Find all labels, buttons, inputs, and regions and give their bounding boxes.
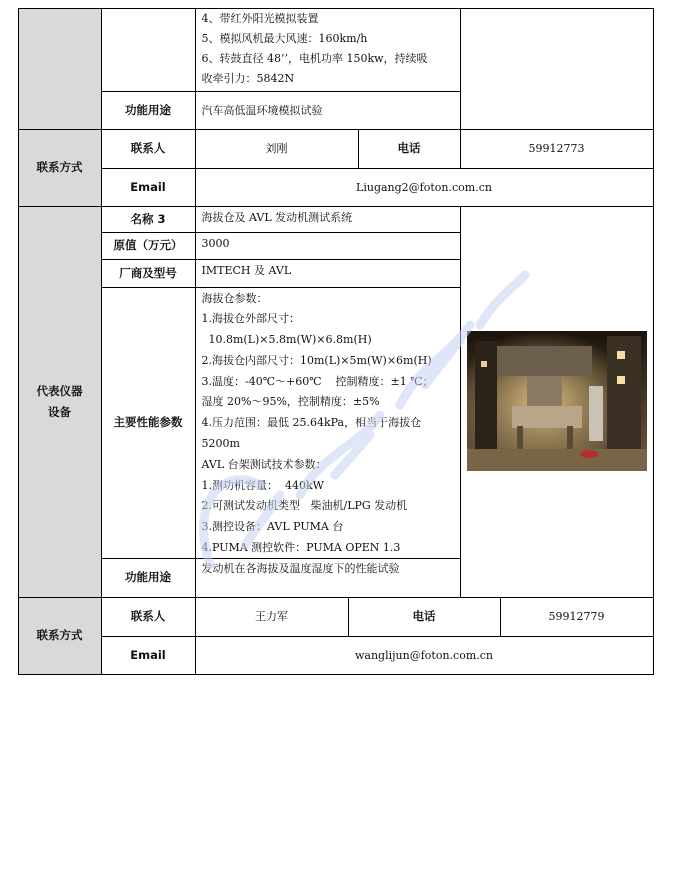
contact-section-label: 联系方式 — [18, 597, 102, 675]
perf-line: 1.海拔仓外部尺寸： — [201, 312, 300, 326]
equipment-label-line1: 代表仪器 — [36, 383, 83, 398]
email-value[interactable]: Liugang2@foton.com.cn — [195, 168, 654, 207]
function-value: 发动机在各海拔及温度湿度下的性能试验 — [195, 558, 461, 598]
phone-label: 电话 — [348, 597, 501, 637]
perf-line: 4.PUMA 测控软件：PUMA OPEN 1.3 — [201, 541, 401, 555]
spec-line: 6、转鼓直径 48’’，电机功率 150kw，持续吸 — [201, 51, 428, 65]
perf-line: 3.测控设备：AVL PUMA 台 — [201, 520, 344, 534]
contact-person-label: 联系人 — [101, 129, 196, 169]
perf-line: 1.测功机容量： 440kW — [201, 478, 324, 492]
function-label: 功能用途 — [101, 558, 196, 598]
equipment-label-line2: 设备 — [48, 404, 71, 419]
price-label: 原值（万元） — [101, 232, 196, 260]
spec-line: 收牵引力：5842N — [201, 71, 295, 85]
sub-label-cell — [101, 8, 196, 92]
photo-cell — [460, 8, 654, 130]
function-label: 功能用途 — [101, 91, 196, 130]
phone-value: 59912779 — [500, 597, 654, 637]
perf-line: 湿度 20%～95%，控制精度：±5% — [201, 395, 380, 409]
spec-line: 5、模拟风机最大风速：160km/h — [201, 31, 368, 45]
perf-line: 5200m — [201, 437, 240, 451]
perf-line: 10.8m(L)×5.8m(W)×6.8m(H) — [201, 333, 372, 347]
contact-person-label: 联系人 — [101, 597, 196, 637]
perf-line: 4.压力范围：最低 25.64kPa，相当于海拔仓 — [201, 416, 422, 430]
phone-value: 59912773 — [460, 129, 654, 169]
perf-line: 2.可测试发动机类型 柴油机/LPG 发动机 — [201, 499, 408, 513]
spec-continuation-cell — [195, 8, 461, 92]
price-value: 3000 — [195, 232, 461, 260]
contact-section-label: 联系方式 — [18, 129, 102, 207]
contact-person-value: 刘刚 — [195, 129, 359, 169]
perf-line: 3.温度：-40℃～+60℃ 控制精度：±1 ℃； — [201, 374, 434, 388]
equipment-section-label — [18, 206, 102, 598]
contact-person-value: 王力军 — [195, 597, 349, 637]
function-value: 汽车高低温环境模拟试验 — [195, 91, 461, 130]
name-value: 海拔仓及 AVL 发动机测试系统 — [195, 206, 461, 233]
spec-line: 4、带红外阳光模拟装置 — [201, 11, 319, 25]
name-label: 名称 3 — [101, 206, 196, 233]
email-label: Email — [101, 636, 196, 675]
email-label: Email — [101, 168, 196, 207]
perf-line: AVL 台架测试技术参数： — [201, 457, 327, 471]
engine-test-chamber-photo — [467, 331, 647, 471]
phone-label: 电话 — [358, 129, 461, 169]
left-label-cell — [18, 8, 102, 130]
maker-value: IMTECH 及 AVL — [195, 259, 461, 288]
perf-line: 海拔仓参数： — [201, 291, 268, 305]
perf-line: 2.海拔仓内部尺寸：10m(L)×5m(W)×6m(H) — [201, 353, 432, 367]
maker-label: 厂商及型号 — [101, 259, 196, 288]
email-value[interactable]: wanglijun@foton.com.cn — [195, 636, 654, 675]
performance-label: 主要性能参数 — [101, 287, 196, 559]
performance-values — [195, 287, 461, 559]
